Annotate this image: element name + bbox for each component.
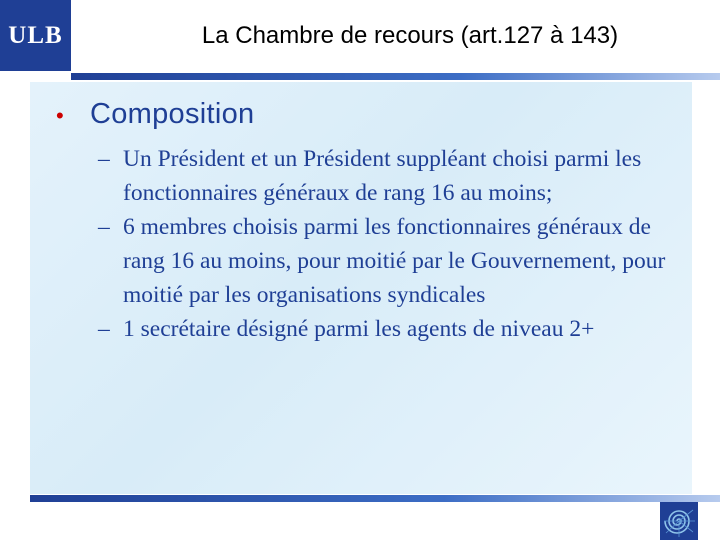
sub-bullet-list bbox=[98, 142, 678, 346]
shell-icon bbox=[660, 502, 698, 540]
list-item-text: 1 secrétaire désigné parmi les agents de niveau 2+ bbox=[123, 316, 595, 342]
ulb-logo bbox=[0, 0, 71, 71]
top-divider bbox=[71, 73, 720, 80]
logo-text: ULB bbox=[8, 21, 63, 49]
list-item bbox=[98, 312, 678, 346]
bottom-divider bbox=[30, 495, 720, 502]
dash-marker: – bbox=[98, 316, 110, 342]
dash-marker: – bbox=[98, 146, 110, 172]
section-heading: Composition bbox=[90, 98, 255, 130]
bullet-heading-row bbox=[56, 98, 255, 131]
list-item-text: Un Président et un Président suppléant choisi parmi les fonctionnaires généraux de rang 16 au moins; bbox=[123, 146, 642, 206]
slide-title: La Chambre de recours (art.127 à 143) bbox=[201, 22, 619, 49]
bullet-icon: • bbox=[56, 103, 64, 128]
list-item-text: 6 membres choisis parmi les fonctionnaires généraux de rang 16 au moins, pour moitié par le Gouvernement, pour moitié par les organisations syndicales bbox=[123, 214, 666, 308]
list-item bbox=[98, 142, 678, 210]
list-item bbox=[98, 210, 678, 312]
dash-marker: – bbox=[98, 214, 110, 240]
